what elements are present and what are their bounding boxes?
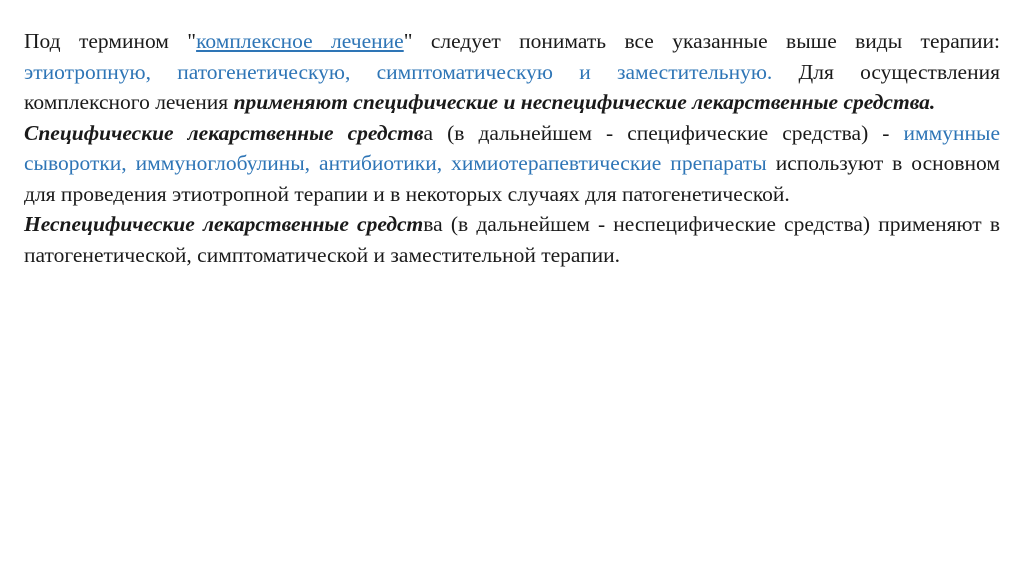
text-run-emphasis: применяют специфические и неспецифические лекарственные средства. [233, 90, 936, 115]
paragraph-2 [24, 118, 1000, 210]
text-run: а (в дальнейшем - специфические средства) - [423, 120, 904, 145]
paragraph-1 [24, 26, 1000, 118]
text-run-emphasis: Неспецифические лекарственные средст [24, 212, 424, 237]
text-run: Для осуществления комплексного лечения [24, 59, 1000, 115]
term-link-complex-treatment[interactable]: комплексное лечение [196, 29, 404, 53]
paragraph-3 [24, 209, 1000, 270]
text-run-accent: иммунные сыворотки, иммуноглобулины, антибиотики, химиотерапевтические препараты [24, 120, 1000, 176]
text-run: " следует понимать все указанные выше виды терапии: [403, 29, 1000, 53]
text-run: используют в основном для проведения этиотропной терапии и в некоторых случаях для патогенетической. [24, 151, 1000, 206]
text-run-accent: этиотропную, патогенетическую, симптоматическую и заместительную. [24, 59, 773, 84]
text-run: Под термином " [24, 29, 197, 53]
text-run-emphasis: Специфические лекарственные средств [24, 120, 424, 145]
slide-body [24, 26, 1000, 270]
text-run: ва (в дальнейшем - неспецифические средства) применяют в патогенетической, симптоматической и заместительной терапии. [24, 212, 1000, 267]
